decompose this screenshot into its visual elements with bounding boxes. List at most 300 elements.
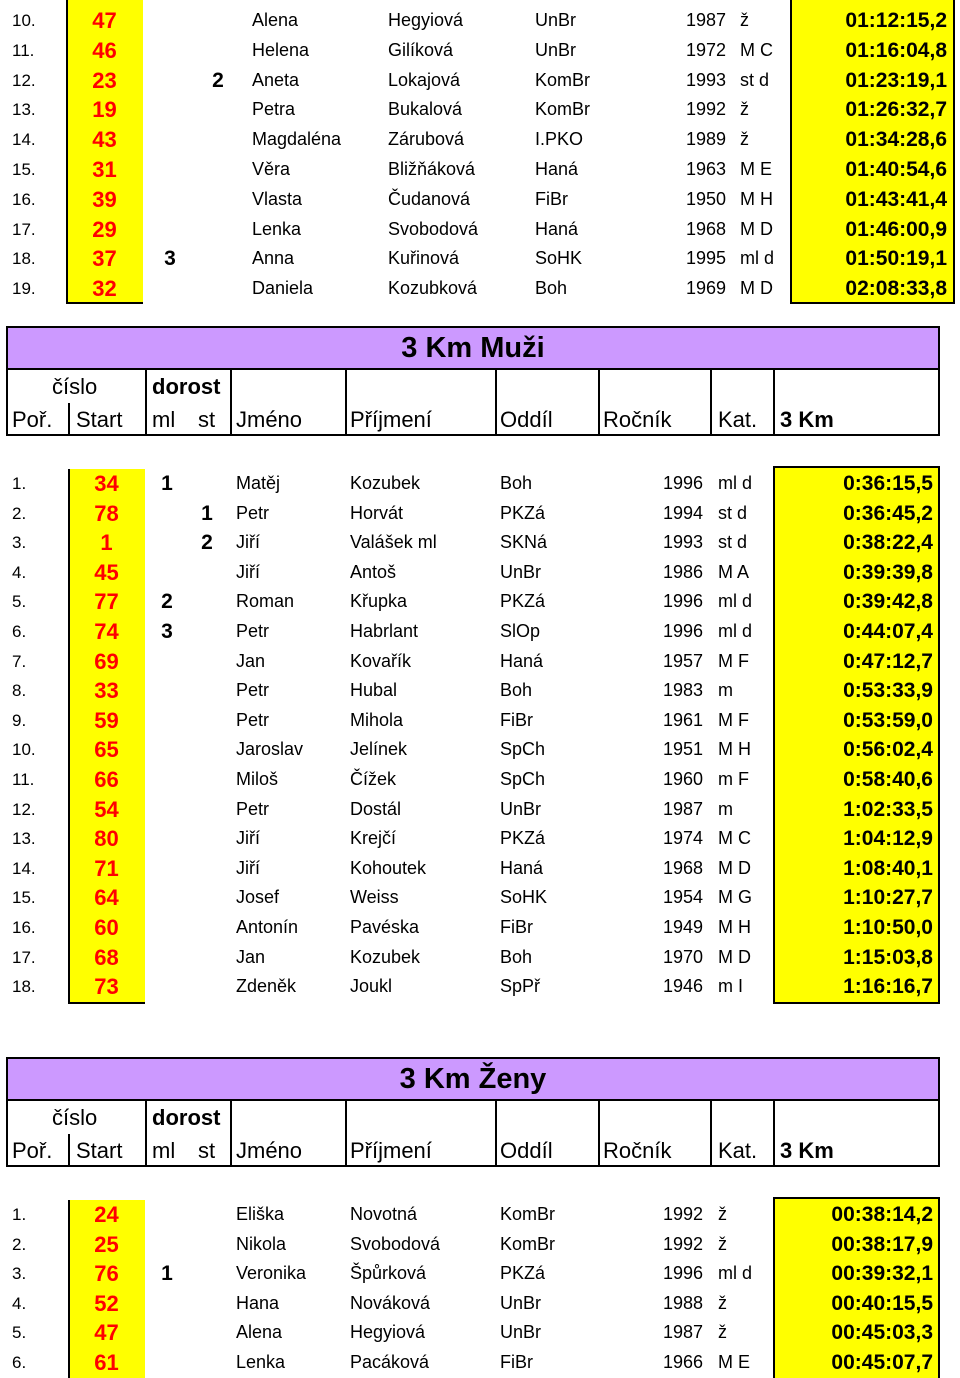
header-dorost: dorost	[152, 1105, 221, 1130]
position: 12.	[12, 70, 36, 90]
result-row	[0, 1348, 960, 1378]
birth-year: 1996	[663, 621, 704, 641]
dorost-st: 2	[212, 68, 224, 92]
category: st d	[718, 532, 748, 553]
first-name: Miloš	[236, 769, 279, 789]
position: 15.	[12, 888, 36, 908]
column-divider	[773, 370, 775, 436]
result-row	[0, 972, 960, 1002]
result-row	[0, 943, 960, 973]
category: M H	[740, 188, 773, 209]
finish-time: 1:15:03,8	[843, 945, 933, 969]
dorost-ml	[160, 155, 180, 185]
club: Boh	[500, 680, 533, 701]
men-3km-section	[0, 326, 960, 1006]
club: FiBr	[500, 709, 533, 730]
first-name: Alena	[252, 10, 299, 30]
column-divider	[710, 370, 712, 436]
category: ml d	[740, 248, 775, 269]
last-name: Dostál	[350, 798, 402, 819]
position: 18.	[12, 977, 36, 997]
dorost-st	[197, 883, 217, 913]
club: KomBr	[535, 69, 591, 90]
last-name: Mihola	[350, 709, 404, 730]
birth-year: 1974	[663, 828, 704, 849]
finish-time: 01:16:04,8	[845, 38, 947, 62]
dorost-st	[197, 1318, 217, 1348]
finish-time: 00:45:07,7	[831, 1351, 933, 1374]
club: SpCh	[500, 769, 546, 789]
category: st d	[718, 502, 748, 523]
result-row	[0, 765, 960, 795]
birth-year: 1989	[686, 129, 727, 150]
position: 11.	[12, 40, 35, 60]
last-name: Bukalová	[388, 99, 463, 120]
club: SpPř	[500, 976, 541, 997]
start-number: 45	[94, 559, 119, 585]
last-name: Habrlant	[350, 621, 419, 641]
dorost-st	[197, 735, 217, 765]
result-row	[0, 125, 960, 155]
position: 4.	[12, 562, 27, 582]
dorost-ml	[157, 1289, 177, 1319]
last-name: Nováková	[350, 1292, 431, 1313]
dorost-ml	[157, 676, 177, 706]
position: 6.	[12, 622, 27, 641]
birth-year: 1987	[686, 10, 727, 30]
header-start: Start	[76, 407, 123, 432]
finish-time: 01:12:15,2	[845, 9, 947, 32]
category: ž	[740, 99, 749, 120]
dorost-st	[208, 6, 228, 36]
dorost-ml	[157, 943, 177, 973]
result-row	[0, 1318, 960, 1348]
position: 7.	[12, 651, 27, 671]
result-row	[0, 1230, 960, 1260]
category: ml d	[718, 591, 753, 612]
club: KomBr	[500, 1233, 556, 1254]
club: FiBr	[500, 1352, 533, 1372]
dorost-ml	[160, 125, 180, 155]
last-name: Joukl	[350, 976, 393, 997]
start-number: 76	[94, 1261, 119, 1287]
last-name: Kozubková	[388, 278, 478, 299]
first-name: Matěj	[236, 473, 281, 493]
position: 17.	[12, 947, 36, 967]
start-number: 78	[94, 500, 119, 526]
last-name: Hubal	[350, 680, 398, 701]
column-divider	[345, 370, 347, 436]
first-name: Petr	[236, 709, 270, 730]
category: m F	[718, 769, 749, 789]
position: 2.	[12, 503, 27, 523]
result-row	[0, 735, 960, 765]
birth-year: 1966	[663, 1352, 704, 1372]
birth-year: 1992	[686, 99, 727, 120]
position: 10.	[12, 11, 36, 30]
first-name: Anna	[252, 248, 295, 269]
first-name: Petra	[252, 99, 296, 120]
dorost-st	[197, 647, 217, 677]
header-distance: 3 Km	[780, 1138, 834, 1163]
club: I.PKO	[535, 129, 584, 150]
first-name: Alena	[236, 1322, 283, 1343]
finish-time: 0:58:40,6	[843, 768, 933, 791]
dorost-ml: 2	[161, 590, 173, 614]
header-kategorie: Kat.	[718, 407, 758, 432]
birth-year: 1994	[663, 502, 704, 523]
finish-time: 0:47:12,7	[843, 649, 933, 673]
dorost-ml	[157, 972, 177, 1002]
first-name: Magdaléna	[252, 129, 342, 150]
result-row	[0, 1200, 960, 1230]
category: M D	[718, 857, 751, 878]
column-divider	[598, 1101, 600, 1167]
category: M D	[718, 946, 751, 967]
position: 14.	[12, 130, 36, 150]
column-divider	[598, 370, 600, 436]
dorost-ml	[157, 647, 177, 677]
dorost-ml	[160, 95, 180, 125]
finish-time: 1:08:40,1	[843, 856, 933, 880]
last-name: Hegyiová	[350, 1322, 426, 1343]
header-oddil: Oddíl	[500, 1138, 553, 1163]
finish-time: 01:46:00,9	[845, 217, 947, 241]
header-poradi: Poř.	[12, 407, 53, 432]
birth-year: 1968	[663, 857, 704, 878]
dorost-ml	[157, 1348, 177, 1378]
header-ml: ml	[152, 1138, 176, 1163]
first-name: Jan	[236, 650, 266, 671]
column-divider	[230, 370, 232, 436]
position: 18.	[12, 249, 36, 269]
start-number: 1	[100, 530, 113, 556]
dorost-st	[197, 854, 217, 884]
dorost-ml	[157, 706, 177, 736]
position: 13.	[12, 829, 36, 849]
birth-year: 1993	[686, 69, 727, 90]
club: Haná	[500, 650, 544, 671]
finish-time: 01:40:54,6	[845, 158, 947, 181]
start-number: 39	[92, 186, 117, 212]
finish-time: 0:36:45,2	[843, 501, 933, 525]
finish-time: 0:53:59,0	[843, 708, 933, 732]
dorost-ml	[157, 1200, 177, 1230]
club: PKZá	[500, 828, 546, 849]
start-number: 19	[92, 97, 117, 123]
header-kategorie: Kat.	[718, 1138, 758, 1163]
start-number: 73	[94, 974, 119, 1000]
club: FiBr	[535, 188, 568, 209]
column-divider	[495, 1101, 497, 1167]
birth-year: 1946	[663, 976, 704, 997]
header-distance: 3 Km	[780, 407, 834, 432]
birth-year: 1951	[663, 739, 704, 760]
dorost-st	[197, 824, 217, 854]
dorost-ml	[157, 1230, 177, 1260]
last-name: Kuřinová	[388, 248, 460, 269]
start-number: 74	[94, 619, 119, 644]
category: m	[718, 798, 733, 819]
result-row	[0, 274, 960, 304]
finish-time: 0:36:15,5	[843, 472, 933, 495]
dorost-st	[208, 185, 228, 215]
dorost-ml	[160, 6, 180, 36]
dorost-ml	[157, 795, 177, 825]
club: Boh	[500, 473, 533, 493]
result-row	[0, 215, 960, 245]
last-name: Kovařík	[350, 650, 412, 671]
header-ml: ml	[152, 407, 176, 432]
finish-time: 0:44:07,4	[843, 620, 933, 643]
category: ml d	[718, 621, 753, 641]
position: 19.	[12, 279, 36, 299]
last-name: Svobodová	[350, 1233, 441, 1254]
finish-time: 1:04:12,9	[843, 827, 933, 851]
finish-time: 01:34:28,6	[845, 128, 947, 152]
header-jmeno: Jméno	[236, 1138, 303, 1163]
position: 9.	[12, 710, 27, 730]
last-name: Lokajová	[388, 69, 461, 90]
birth-year: 1983	[663, 680, 704, 701]
section-title: 3 Km Ženy	[6, 1057, 940, 1101]
previous-results-section	[0, 0, 960, 306]
start-number: 37	[92, 246, 117, 272]
result-row	[0, 66, 960, 96]
dorost-st	[197, 1230, 217, 1260]
club: PKZá	[500, 591, 546, 612]
dorost-ml	[157, 913, 177, 943]
finish-time: 0:56:02,4	[843, 738, 933, 762]
birth-year: 1960	[663, 769, 704, 789]
first-name: Josef	[236, 887, 280, 908]
club: Haná	[535, 218, 579, 239]
category: M C	[718, 828, 751, 849]
dorost-st	[197, 913, 217, 943]
position: 10.	[12, 740, 36, 760]
category: ml d	[718, 473, 753, 493]
start-number: 47	[92, 8, 117, 33]
result-row	[0, 587, 960, 617]
dorost-st	[208, 95, 228, 125]
birth-year: 1969	[686, 278, 727, 299]
last-name: Špůrková	[350, 1263, 427, 1284]
category: ž	[718, 1233, 727, 1254]
header-jmeno: Jméno	[236, 407, 303, 432]
start-number: 47	[94, 1320, 119, 1346]
category: M F	[718, 709, 749, 730]
dorost-st	[197, 617, 217, 647]
start-number: 52	[94, 1290, 119, 1316]
dorost-ml	[160, 274, 180, 304]
first-name: Aneta	[252, 69, 300, 90]
dorost-ml: 1	[161, 472, 173, 495]
position: 17.	[12, 219, 36, 239]
first-name: Petr	[236, 798, 270, 819]
start-number: 80	[94, 826, 119, 852]
position: 3.	[12, 533, 27, 553]
birth-year: 1987	[663, 798, 704, 819]
dorost-st	[197, 1348, 217, 1378]
column-divider	[68, 1134, 70, 1167]
position: 2.	[12, 1234, 27, 1254]
header-rocnik: Ročník	[603, 1138, 672, 1163]
category: ž	[718, 1292, 727, 1313]
column-divider	[68, 403, 70, 436]
column-divider	[145, 1101, 147, 1167]
result-row	[0, 95, 960, 125]
birth-year: 1992	[663, 1204, 704, 1224]
dorost-st	[197, 558, 217, 588]
first-name: Jiří	[236, 857, 260, 878]
dorost-ml	[157, 528, 177, 558]
club: Boh	[535, 278, 568, 299]
first-name: Věra	[252, 159, 291, 179]
column-divider	[230, 1101, 232, 1167]
column-divider	[145, 370, 147, 436]
start-number: 71	[94, 855, 119, 881]
category: ž	[718, 1204, 727, 1224]
first-name: Nikola	[236, 1233, 287, 1254]
dorost-ml	[157, 1318, 177, 1348]
start-number: 66	[94, 767, 119, 792]
result-row	[0, 499, 960, 529]
club: UnBr	[535, 39, 577, 60]
birth-year: 1970	[663, 946, 704, 967]
club: KomBr	[535, 99, 591, 120]
result-row	[0, 1259, 960, 1289]
birth-year: 1993	[663, 532, 704, 553]
start-number: 68	[94, 944, 119, 970]
header-prijmeni: Příjmení	[350, 1138, 432, 1163]
last-name: Čudanová	[388, 188, 471, 209]
finish-time: 01:43:41,4	[845, 187, 947, 211]
dorost-ml: 3	[161, 620, 173, 643]
start-number: 69	[94, 648, 119, 674]
position: 16.	[12, 189, 36, 209]
dorost-ml: 3	[164, 247, 176, 271]
category: M G	[718, 887, 752, 908]
category: M E	[740, 159, 773, 179]
dorost-ml	[157, 883, 177, 913]
dorost-st	[208, 274, 228, 304]
women-3km-section	[0, 1057, 960, 1378]
dorost-st	[197, 795, 217, 825]
position: 14.	[12, 858, 36, 878]
start-number: 34	[94, 471, 119, 496]
position: 5.	[12, 592, 27, 612]
start-number: 64	[94, 885, 119, 911]
last-name: Zárubová	[388, 129, 465, 150]
club: PKZá	[500, 1263, 546, 1284]
birth-year: 1972	[686, 39, 727, 60]
header-poradi: Poř.	[12, 1138, 53, 1163]
last-name: Krejčí	[350, 828, 397, 849]
dorost-st	[208, 155, 228, 185]
start-number: 59	[94, 707, 119, 733]
club: SlOp	[500, 621, 541, 641]
dorost-ml	[160, 185, 180, 215]
finish-time: 02:08:33,8	[845, 277, 947, 301]
category: M H	[718, 917, 751, 937]
dorost-ml	[160, 66, 180, 96]
finish-time: 0:39:42,8	[843, 590, 933, 614]
header-rocnik: Ročník	[603, 407, 672, 432]
dorost-st	[197, 1200, 217, 1230]
result-row	[0, 155, 960, 185]
birth-year: 1986	[663, 561, 704, 582]
dorost-ml	[157, 499, 177, 529]
birth-year: 1996	[663, 591, 704, 612]
first-name: Petr	[236, 680, 270, 701]
result-row	[0, 244, 960, 274]
category: ž	[718, 1322, 727, 1343]
club: UnBr	[500, 561, 542, 582]
position: 13.	[12, 100, 36, 120]
result-row	[0, 469, 960, 499]
birth-year: 1992	[663, 1233, 704, 1254]
club: UnBr	[500, 1292, 542, 1313]
result-row	[0, 706, 960, 736]
last-name: Hegyiová	[388, 10, 464, 30]
finish-time: 1:10:27,7	[843, 886, 933, 910]
birth-year: 1957	[663, 650, 704, 671]
position: 6.	[12, 1353, 27, 1372]
dorost-st	[197, 972, 217, 1002]
finish-time: 1:16:16,7	[843, 975, 933, 999]
category: st d	[740, 69, 770, 90]
result-row	[0, 647, 960, 677]
position: 1.	[12, 474, 27, 493]
category: M D	[740, 218, 773, 239]
last-name: Bližňáková	[388, 159, 476, 179]
category: M D	[740, 278, 773, 299]
header-start: Start	[76, 1138, 123, 1163]
result-row	[0, 558, 960, 588]
start-number: 77	[94, 589, 119, 615]
category: M F	[718, 650, 749, 671]
finish-time: 00:39:32,1	[831, 1262, 933, 1286]
section-title: 3 Km Muži	[6, 326, 940, 370]
first-name: Petr	[236, 621, 270, 641]
result-row	[0, 36, 960, 66]
dorost-ml	[157, 558, 177, 588]
last-name: Gilíková	[388, 39, 454, 60]
last-name: Weiss	[350, 887, 399, 908]
position: 3.	[12, 1264, 27, 1284]
dorost-st	[197, 676, 217, 706]
category: M A	[718, 561, 750, 582]
position: 4.	[12, 1293, 27, 1313]
club: UnBr	[500, 1322, 542, 1343]
club: KomBr	[500, 1204, 556, 1224]
first-name: Lenka	[252, 218, 302, 239]
birth-year: 1988	[663, 1292, 704, 1313]
finish-time: 00:38:14,2	[831, 1203, 933, 1226]
club: SoHK	[535, 248, 583, 269]
finish-time: 01:23:19,1	[845, 68, 947, 92]
category: M C	[740, 39, 773, 60]
header-st: st	[198, 1138, 216, 1163]
first-name: Lenka	[236, 1352, 286, 1372]
category: M E	[718, 1352, 751, 1372]
last-name: Antoš	[350, 561, 397, 582]
result-row	[0, 913, 960, 943]
start-number: 33	[94, 678, 119, 704]
birth-year: 1996	[663, 473, 704, 493]
position: 15.	[12, 160, 36, 179]
position: 11.	[12, 770, 35, 789]
